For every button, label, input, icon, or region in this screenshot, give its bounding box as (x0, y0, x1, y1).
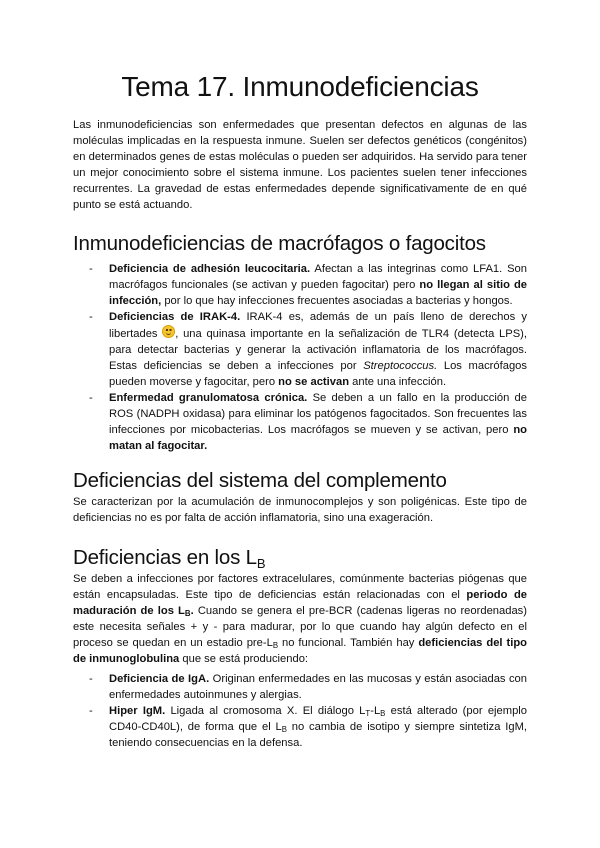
text: periodo de maduración de los L (73, 589, 527, 617)
term: Deficiencia de IgA. (109, 673, 210, 685)
section-paragraph (73, 571, 527, 667)
dash-bullet: - (89, 673, 93, 685)
text: Se deben a infecciones por factores extracelulares, comúnmente bacterias piógenas que están encapsuladas. Este tipo de deficiencias están relacionadas con el (73, 573, 527, 601)
text: Cuando se genera el pre-BCR (cadenas ligeras no reordenadas) este necesita señales + y - para madurar, por lo que cuando hay algún defecto en el proceso se quedan en un estadio pre-L (73, 605, 527, 649)
heading-text: Deficiencias en los L (73, 546, 257, 569)
section-heading: Inmunodeficiencias de macrófagos o fagocitos (73, 232, 486, 255)
subscript: B (272, 641, 279, 650)
section-paragraph: Se caracterizan por la acumulación de inmunocomplejos y son poligénicas. Este tipo de deficiencias no es por falta de acción inflamatoria, sino una exageración. (73, 496, 527, 524)
text: Afectan a las integrinas como LFA1. Son macrófagos funcionales (se activan y pueden fagocitar) pero (109, 263, 527, 291)
text: , una quinasa importante en la señalización de TLR4 (detecta LPS), para detectar bacterias y generar la activación inflamatoria de los macrófagos. Estas deficiencias se deben a infecciones por (109, 328, 527, 372)
term: Deficiencias de IRAK-4. (109, 311, 241, 323)
text: no cambia de isotipo y siempre sintetiza IgM, teniendo consecuencias en la defensa. (109, 721, 528, 749)
term: Deficiencia de adhesión leucocitaria. (109, 263, 311, 275)
bold-text: no se activan (278, 376, 350, 388)
list-item (73, 261, 527, 309)
bold-text: no matan al fagocitar. (109, 424, 527, 452)
subscript: B (184, 609, 191, 618)
italic-text: Streptococcus. (363, 360, 438, 372)
text: IRAK-4 es, además de un país lleno de derechos y libertades (109, 311, 527, 340)
bullet-list (73, 671, 527, 751)
dash-bullet: - (89, 311, 93, 323)
text: está alterado (por ejemplo CD40-CD40L), de forma que el L (109, 705, 527, 733)
section-heading (73, 545, 527, 571)
text: Se deben a un fallo en la producción de ROS (NADPH oxidasa) para eliminar los patógenos fagocitados. Son frecuentes las infecciones por micobacterias. Los macrófagos se mueven y se activan, pero (109, 392, 527, 436)
section-macrophages (73, 231, 527, 454)
term: Enfermedad granulomatosa crónica. (109, 392, 308, 404)
page-title: Tema 17. Inmunodeficiencias (121, 71, 479, 102)
list-item (73, 390, 527, 454)
bold-text: deficiencias del tipo de inmunoglobulina (73, 637, 527, 665)
dash-bullet: - (89, 263, 93, 275)
text: Los macrófagos pueden moverse y fagocitar, pero (109, 360, 527, 388)
section-lb (73, 545, 527, 751)
text: Ligada al cromosoma X. El diálogo L (165, 705, 366, 717)
subscript: B (380, 709, 386, 718)
text: por lo que hay infecciones frecuentes asociadas a bacterias y hongos. (161, 295, 513, 307)
term: Hiper IgM. (109, 705, 166, 717)
dash-bullet: - (89, 392, 93, 404)
text: no funcional. También hay (278, 637, 419, 649)
smiley-emoji-icon (162, 325, 175, 338)
heading-subscript: B (256, 556, 266, 571)
intro-paragraph: Las inmunodeficiencias son enfermedades que presentan defectos en algunas de las moléculas implicadas en la respuesta inmune. Suelen ser defectos genéticos (congénitos) en determinados genes de estas moléculas o pueden ser adquiridos. Ha servido para tener un mejor conocimiento sobre el sistema inmune. Los pacientes suelen tener infecciones recurrentes. La gravedad de estas enfermedades depende significativamente de en qué punto se está actuando. (73, 119, 527, 211)
subscript: T (365, 709, 371, 718)
bold-text: no llegan al sitio de infección, (109, 279, 528, 307)
list-item (73, 671, 527, 703)
list-item (73, 703, 527, 751)
text: -L (370, 705, 381, 717)
document-page (73, 70, 527, 751)
text: que se está produciendo: (179, 653, 309, 665)
list-item (73, 309, 527, 390)
dash-bullet: - (89, 705, 93, 717)
subscript: B (281, 725, 287, 734)
text: . (190, 605, 194, 617)
bullet-list (73, 261, 527, 454)
section-heading: Deficiencias del sistema del complemento (73, 469, 447, 492)
text: ante una infección. (349, 376, 447, 388)
text: Originan enfermedades en las mucosas y están asociadas con enfermedades autoinmunes y alergias. (109, 673, 528, 701)
section-complement (73, 468, 527, 526)
